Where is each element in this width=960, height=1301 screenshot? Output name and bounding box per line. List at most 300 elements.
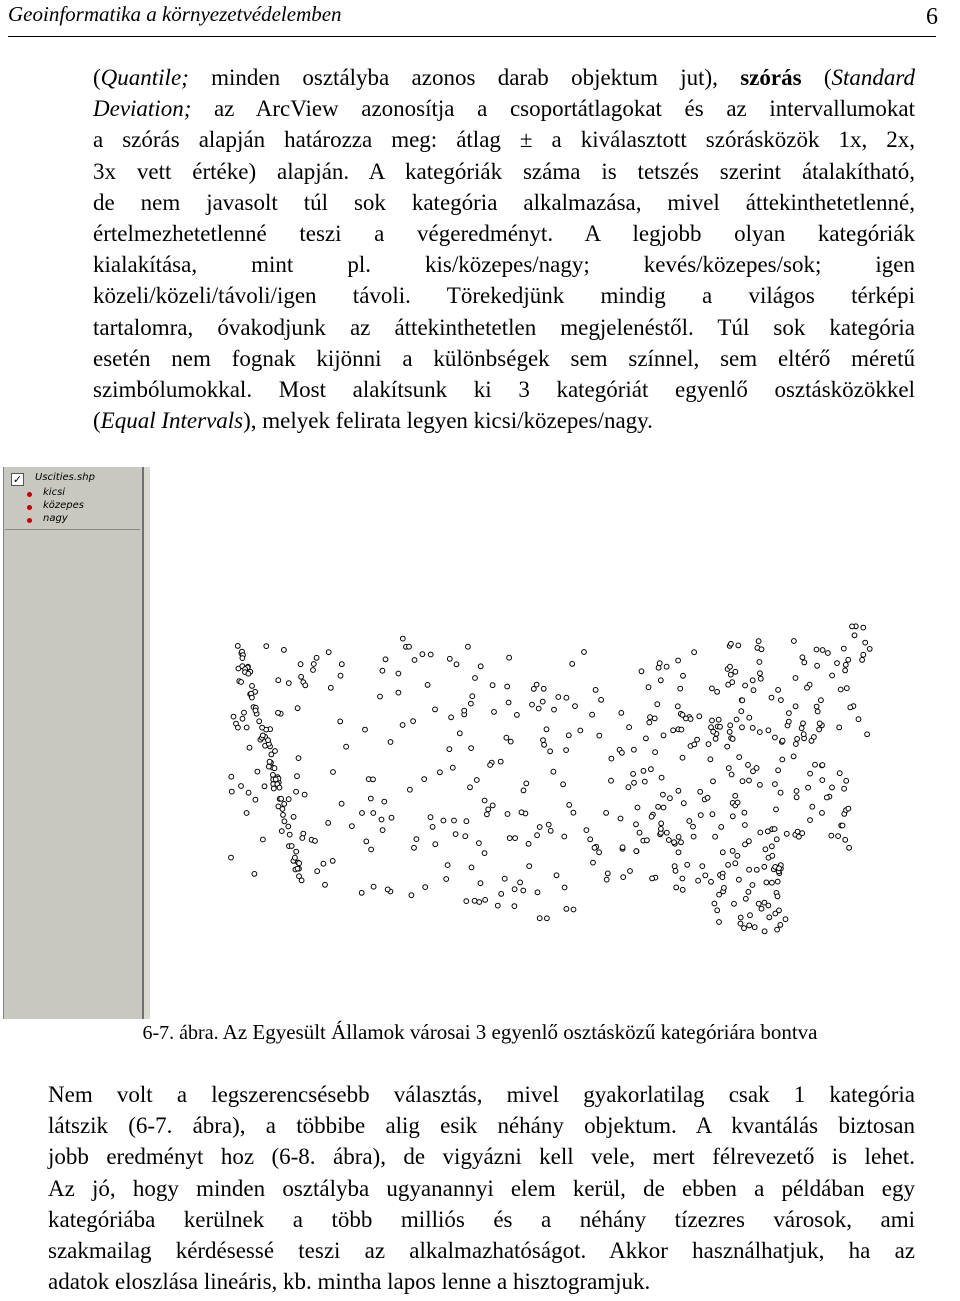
- city-point: [843, 668, 848, 673]
- city-point: [652, 716, 657, 721]
- city-point: [814, 647, 819, 652]
- city-point: [279, 829, 284, 834]
- city-point: [482, 851, 487, 856]
- city-point: [817, 721, 822, 726]
- city-point: [649, 814, 654, 819]
- city-point: [454, 662, 459, 667]
- city-point: [802, 660, 807, 665]
- city-point: [252, 872, 257, 877]
- city-point: [770, 844, 775, 849]
- city-point: [840, 823, 845, 828]
- city-point: [672, 840, 677, 845]
- city-point: [513, 836, 518, 841]
- city-point: [371, 777, 376, 782]
- city-point: [281, 813, 286, 818]
- text-line: látszik (6-7. ábra), a többibe alig esik néhány objektum. A kvantálás biztosan: [48, 1113, 915, 1139]
- city-point: [733, 861, 738, 866]
- city-point: [740, 725, 745, 730]
- city-point: [466, 644, 471, 649]
- city-point: [512, 887, 517, 892]
- city-point: [787, 711, 792, 716]
- city-point: [664, 830, 669, 835]
- city-point: [382, 799, 387, 804]
- city-point: [599, 697, 604, 702]
- city-point: [276, 678, 281, 683]
- city-point: [826, 651, 831, 656]
- city-point: [810, 804, 815, 809]
- city-point: [282, 819, 287, 824]
- city-point: [363, 727, 368, 732]
- city-point: [302, 792, 307, 797]
- city-point: [775, 894, 780, 899]
- city-point: [482, 798, 487, 803]
- city-point: [837, 725, 842, 730]
- class-label-small: kicsi: [43, 487, 66, 498]
- city-point: [748, 913, 753, 918]
- city-point: [425, 683, 430, 688]
- city-point: [793, 704, 798, 709]
- city-point: [718, 724, 723, 729]
- city-point: [751, 688, 756, 693]
- text-line: Az jó, hogy minden osztályba ugyanannyi elem kerül, de ebben a példában egy: [48, 1175, 915, 1201]
- figure-number: 6-7. ábra.: [142, 1022, 219, 1044]
- city-point: [287, 832, 292, 837]
- city-point: [808, 771, 813, 776]
- city-point: [673, 868, 678, 873]
- city-point: [792, 639, 797, 644]
- city-point: [657, 661, 662, 666]
- theme-legend[interactable]: [5, 469, 140, 530]
- city-point: [298, 662, 303, 667]
- city-point: [246, 671, 251, 676]
- city-point: [477, 900, 482, 905]
- city-point: [597, 850, 602, 855]
- city-point: [411, 719, 416, 724]
- text-line: (Quantile; minden osztályba azonos darab objektum jut), szórás (Standard: [93, 65, 915, 90]
- city-point: [639, 669, 644, 674]
- city-point: [541, 686, 546, 691]
- text-line: kialakítása, mint pl. kis/közepes/nagy; kevés/közepes/sok; igen: [93, 252, 915, 278]
- city-point: [715, 689, 720, 694]
- city-point: [794, 795, 799, 800]
- city-point: [470, 694, 475, 699]
- city-point: [253, 797, 258, 802]
- city-point: [389, 815, 394, 820]
- city-point: [776, 688, 781, 693]
- city-point: [407, 644, 412, 649]
- city-point: [359, 890, 364, 895]
- city-point: [490, 683, 495, 688]
- city-point: [315, 869, 320, 874]
- city-point: [400, 636, 405, 641]
- city-point: [779, 698, 784, 703]
- city-point: [679, 727, 684, 732]
- city-point: [452, 818, 457, 823]
- city-point: [717, 920, 722, 925]
- city-point: [276, 804, 281, 809]
- city-point: [445, 863, 450, 868]
- city-point: [408, 787, 413, 792]
- city-point: [620, 750, 625, 755]
- city-point: [757, 730, 762, 735]
- city-point: [808, 818, 813, 823]
- city-point: [681, 673, 686, 678]
- city-point: [627, 725, 632, 730]
- city-point: [266, 738, 271, 743]
- city-point: [628, 869, 633, 874]
- city-point: [775, 927, 780, 932]
- city-point: [747, 839, 752, 844]
- city-point: [548, 749, 553, 754]
- city-point: [273, 777, 278, 782]
- city-point: [737, 755, 742, 760]
- city-point: [289, 844, 294, 849]
- city-point: [477, 841, 482, 846]
- city-point: [566, 733, 571, 738]
- city-point: [680, 887, 685, 892]
- city-point: [420, 652, 425, 657]
- city-point: [668, 796, 673, 801]
- city-point: [661, 792, 666, 797]
- city-point: [518, 880, 523, 885]
- city-point: [486, 807, 491, 812]
- city-point: [711, 779, 716, 784]
- city-point: [438, 770, 443, 775]
- city-point: [674, 885, 679, 890]
- text-line: (Equal Intervals), melyek felirata legyen kicsi/közepes/nagy.: [93, 408, 653, 434]
- city-point: [303, 683, 308, 688]
- text-line: 3x vett értéke) alapján. A kategóriák száma is tetszés szerint átalakítható,: [93, 158, 915, 184]
- header-rule: [8, 36, 936, 37]
- city-point: [843, 662, 848, 667]
- city-point: [504, 735, 509, 740]
- city-point: [291, 815, 296, 820]
- city-point: [733, 793, 738, 798]
- city-point: [786, 719, 791, 724]
- city-point: [478, 664, 483, 669]
- us-cities-map[interactable]: [150, 620, 960, 1010]
- city-point: [519, 810, 524, 815]
- text-line: kategóriába kerülnek a több milliós és a néhány tízezres városok, ami: [48, 1206, 915, 1232]
- text-line: értelmezhetetlenné teszi a végeredményt. A legjobb olyan kategóriák: [93, 220, 915, 246]
- city-point: [762, 864, 767, 869]
- city-point: [632, 747, 637, 752]
- city-point: [422, 777, 427, 782]
- city-point: [483, 898, 488, 903]
- city-point: [728, 723, 733, 728]
- city-point: [805, 685, 810, 690]
- city-point: [360, 811, 365, 816]
- city-point: [863, 640, 868, 645]
- text-line: tartalomra, óvakodjunk az áttekinthetetlen megjelenéstől. Túl sok kategória: [93, 314, 915, 340]
- city-point: [618, 816, 623, 821]
- city-point: [447, 656, 452, 661]
- city-point: [829, 833, 834, 838]
- city-point: [655, 702, 660, 707]
- city-point: [537, 825, 542, 830]
- city-point: [777, 866, 782, 871]
- city-point: [396, 671, 401, 676]
- city-point: [490, 803, 495, 808]
- city-point: [837, 771, 842, 776]
- text-line: Nem volt a legszerencsésebb választás, mivel gyakorlatilag csak 1 kategória: [48, 1082, 915, 1107]
- city-point: [524, 781, 529, 786]
- city-point: [464, 819, 469, 824]
- city-point: [773, 735, 778, 740]
- city-point: [820, 811, 825, 816]
- city-point: [820, 648, 825, 653]
- running-header: [8, 0, 938, 34]
- city-point: [632, 780, 637, 785]
- city-point: [743, 683, 748, 688]
- city-point: [705, 795, 710, 800]
- city-point: [269, 752, 274, 757]
- city-point: [645, 838, 650, 843]
- city-point: [681, 801, 686, 806]
- city-point: [641, 769, 646, 774]
- city-point: [260, 725, 265, 730]
- city-point: [247, 745, 252, 750]
- city-point: [848, 705, 853, 710]
- city-point: [554, 873, 559, 878]
- city-point: [758, 830, 763, 835]
- city-point: [295, 706, 300, 711]
- city-point: [664, 664, 669, 669]
- city-point: [495, 903, 500, 908]
- city-point: [239, 784, 244, 789]
- city-point: [515, 713, 520, 718]
- city-point: [730, 814, 735, 819]
- city-point: [778, 790, 783, 795]
- city-point: [861, 625, 866, 630]
- city-point: [861, 652, 866, 657]
- city-point: [740, 779, 745, 784]
- city-point: [680, 876, 685, 881]
- city-point: [772, 827, 777, 832]
- city-point: [797, 834, 802, 839]
- city-point: [321, 861, 326, 866]
- city-point: [817, 727, 822, 732]
- city-point: [709, 879, 714, 884]
- city-point: [380, 668, 385, 673]
- city-point: [542, 742, 547, 747]
- theme-visibility-checkbox[interactable]: ✓: [12, 473, 23, 486]
- city-point: [824, 795, 829, 800]
- city-point: [676, 835, 681, 840]
- city-point: [506, 700, 511, 705]
- city-point: [561, 782, 566, 787]
- city-point: [750, 726, 755, 731]
- city-point: [502, 876, 507, 881]
- city-point: [244, 725, 249, 730]
- city-point: [492, 710, 497, 715]
- city-point: [727, 730, 732, 735]
- city-point: [747, 715, 752, 720]
- city-point: [634, 849, 639, 854]
- city-point: [527, 864, 532, 869]
- city-point: [282, 648, 287, 653]
- city-point: [474, 778, 479, 783]
- city-point: [738, 915, 743, 920]
- text-line: adatok eloszlása lineáris, kb. mintha lapos lenne a hisztogramjuk.: [48, 1269, 651, 1295]
- city-point: [240, 656, 245, 661]
- city-point: [691, 834, 696, 839]
- city-point: [564, 907, 569, 912]
- city-point: [780, 757, 785, 762]
- city-point: [593, 688, 598, 693]
- city-point: [799, 726, 804, 731]
- city-point: [730, 849, 735, 854]
- city-point: [644, 736, 649, 741]
- city-point: [591, 860, 596, 865]
- city-point: [463, 834, 468, 839]
- city-point: [743, 823, 748, 828]
- city-point: [729, 772, 734, 777]
- text-line: közeli/közeli/távoli/igen távoli. Törekedjünk mindig a világos térképi: [93, 283, 915, 309]
- city-point: [588, 837, 593, 842]
- city-point: [380, 828, 385, 833]
- city-point: [680, 755, 685, 760]
- city-point: [412, 658, 417, 663]
- city-point: [328, 685, 333, 690]
- city-point: [648, 715, 653, 720]
- city-point: [537, 916, 542, 921]
- city-point: [396, 690, 401, 695]
- arcview-table-of-contents[interactable]: [3, 467, 148, 1019]
- city-point: [473, 676, 478, 681]
- class-label-medium: közepes: [43, 500, 85, 511]
- city-point: [578, 728, 583, 733]
- city-point: [819, 698, 824, 703]
- city-point: [279, 796, 284, 801]
- city-point: [571, 810, 576, 815]
- city-point: [758, 783, 763, 788]
- city-point: [299, 674, 304, 679]
- city-point: [763, 847, 768, 852]
- city-point: [713, 834, 718, 839]
- city-point: [311, 668, 316, 673]
- city-point: [271, 773, 276, 778]
- city-point: [658, 678, 663, 683]
- city-point: [756, 901, 761, 906]
- city-point: [564, 748, 569, 753]
- city-point: [326, 821, 331, 826]
- city-point: [544, 727, 549, 732]
- city-point: [462, 708, 467, 713]
- city-point: [846, 657, 851, 662]
- city-point: [661, 805, 666, 810]
- city-point: [734, 717, 739, 722]
- city-point: [656, 804, 661, 809]
- city-point: [330, 859, 335, 864]
- city-point: [634, 822, 639, 827]
- city-point: [842, 786, 847, 791]
- city-point: [738, 921, 743, 926]
- city-point: [447, 747, 452, 752]
- city-point: [229, 774, 234, 779]
- city-point: [801, 721, 806, 726]
- city-point: [338, 673, 343, 678]
- city-point: [757, 660, 762, 665]
- city-point: [478, 881, 483, 886]
- city-point: [676, 658, 681, 663]
- city-point: [441, 818, 446, 823]
- city-point: [423, 885, 428, 890]
- city-point: [262, 784, 267, 789]
- city-point: [255, 769, 260, 774]
- city-point: [733, 669, 738, 674]
- city-point: [795, 829, 800, 834]
- city-point: [747, 778, 752, 783]
- city-point: [719, 825, 724, 830]
- city-point: [244, 811, 249, 816]
- city-point: [762, 900, 767, 905]
- city-point: [637, 830, 642, 835]
- city-point: [650, 876, 655, 881]
- city-point: [488, 763, 493, 768]
- city-point: [590, 712, 595, 717]
- city-point: [239, 680, 244, 685]
- city-point: [508, 739, 513, 744]
- city-point: [570, 662, 575, 667]
- city-point: [609, 778, 614, 783]
- city-point: [730, 737, 735, 742]
- city-point: [756, 639, 761, 644]
- city-point: [229, 789, 234, 794]
- city-point: [676, 850, 681, 855]
- city-point: [277, 785, 282, 790]
- city-point: [698, 813, 703, 818]
- city-point: [331, 770, 336, 775]
- city-point: [736, 643, 741, 648]
- text-line: Deviation; az ArcView azonosítja a csoportátlagokat és az intervallumokat: [93, 96, 915, 122]
- city-point: [282, 802, 287, 807]
- city-point: [836, 834, 841, 839]
- city-point: [710, 686, 715, 691]
- class-label-large: nagy: [43, 513, 68, 524]
- city-point: [631, 772, 636, 777]
- city-point: [296, 756, 301, 761]
- city-point: [388, 740, 393, 745]
- city-point: [865, 732, 870, 737]
- city-point: [830, 673, 835, 678]
- city-point: [743, 896, 748, 901]
- city-point: [720, 875, 725, 880]
- city-point: [294, 849, 299, 854]
- city-point: [661, 733, 666, 738]
- city-point: [383, 657, 388, 662]
- city-point: [841, 646, 846, 651]
- city-point: [847, 845, 852, 850]
- city-point: [815, 709, 820, 714]
- city-point: [264, 644, 269, 649]
- city-point: [293, 855, 298, 860]
- city-point: [313, 839, 318, 844]
- city-point: [505, 684, 510, 689]
- city-point: [626, 785, 631, 790]
- city-point: [534, 682, 539, 687]
- city-point: [777, 908, 782, 913]
- city-point: [688, 717, 693, 722]
- city-point: [653, 750, 658, 755]
- city-point: [457, 731, 462, 736]
- city-point: [556, 695, 561, 700]
- city-point: [297, 874, 302, 879]
- city-point: [758, 671, 763, 676]
- city-point: [815, 663, 820, 668]
- paragraph-top: [93, 62, 915, 436]
- city-point: [647, 720, 652, 725]
